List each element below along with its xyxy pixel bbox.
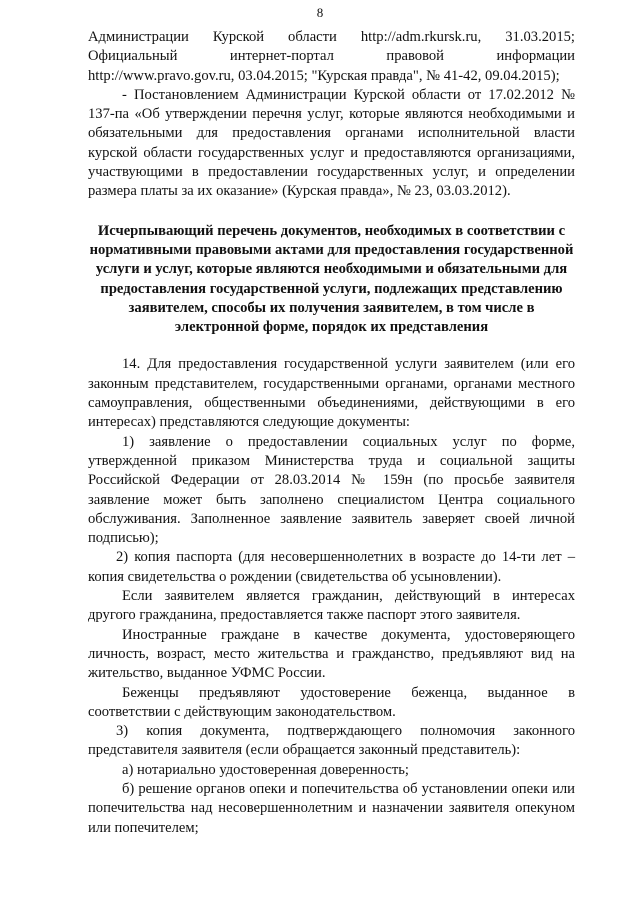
page-number: 8 [316, 5, 324, 20]
paragraph-foreign-citizens: Иностранные граждане в качестве документа, удостоверяющего личность, возраст, место жительства и гражданство, предъявляют вид на жительство, выданное УФМС России. [88, 626, 575, 682]
paragraph-representative: Если заявителем является гражданин, действующий в интересах другого гражданина, предоставляется также паспорт этого заявителя. [88, 588, 575, 624]
paragraph-document-2: 2) копия паспорта (для несовершеннолетних в возрасте до 14-ти лет – копия свидетельства о рождении (свидетельства об усыновлении). [88, 549, 575, 585]
paragraph-guardianship-decision: б) решение органов опеки и попечительства об установлении опеки или попечительства над несовершеннолетним и назначении заявителя опекуном или попечителем; [88, 780, 575, 836]
paragraph-item-14: 14. Для предоставления государственной услуги заявителем (или его законным представителем, государственными органами, органами местного самоуправления, общественными объединениями, действующими в его интересах) представляются следующие документы: [88, 356, 575, 431]
paragraph-source-continuation: Администрации Курской области http://adm.rkursk.ru, 31.03.2015; Официальный интернет-портал правовой информации http://www.pravo.gov.ru, 03.04.2015; "Курская правда", № 41-42, 09.04.2015); [88, 29, 575, 84]
paragraph-document-1: 1) заявление о предоставлении социальных услуг по форме, утвержденной приказом Министерства труда и социальной защиты Российской Федерации от 28.03.2014 № 159н (по просьбе заявителя заявление может быть заполнено специалистом Центра социального обслуживания. Заполненное заявление заявитель заверяет своей личной подписью); [88, 433, 575, 547]
paragraph-refugees: Беженцы предъявляют удостоверение беженца, выданное в соответствии с действующим законодательством. [88, 684, 575, 720]
section-heading: Исчерпывающий перечень документов, необходимых в соответствии с нормативными правовыми актами для предоставления государственной услуги и услуг, которые являются необходимыми и обязательными для предоставления государственной услуги, подлежащих представлению заявителем, способы их получения заявителем, в том числе в электронной форме, порядок их представления [89, 222, 574, 336]
paragraph-document-3: 3) копия документа, подтверждающего полномочия законного представителя заявителя (если обращается законный представитель): [88, 723, 575, 759]
document-body [88, 28, 575, 838]
paragraph-resolution-reference: - Постановлением Администрации Курской области от 17.02.2012 № 137-па «Об утверждении перечня услуг, которые являются необходимыми и обязательными для предоставления органами исполнительной власти курской области государственных услуг и предоставляются организациями, участвующими в предоставлении государственных услуг, и определении размера платы за их оказание» (Курская правда», № 23, 03.03.2012). [88, 86, 575, 200]
paragraph-power-of-attorney: а) нотариально удостоверенная доверенность; [122, 761, 409, 778]
